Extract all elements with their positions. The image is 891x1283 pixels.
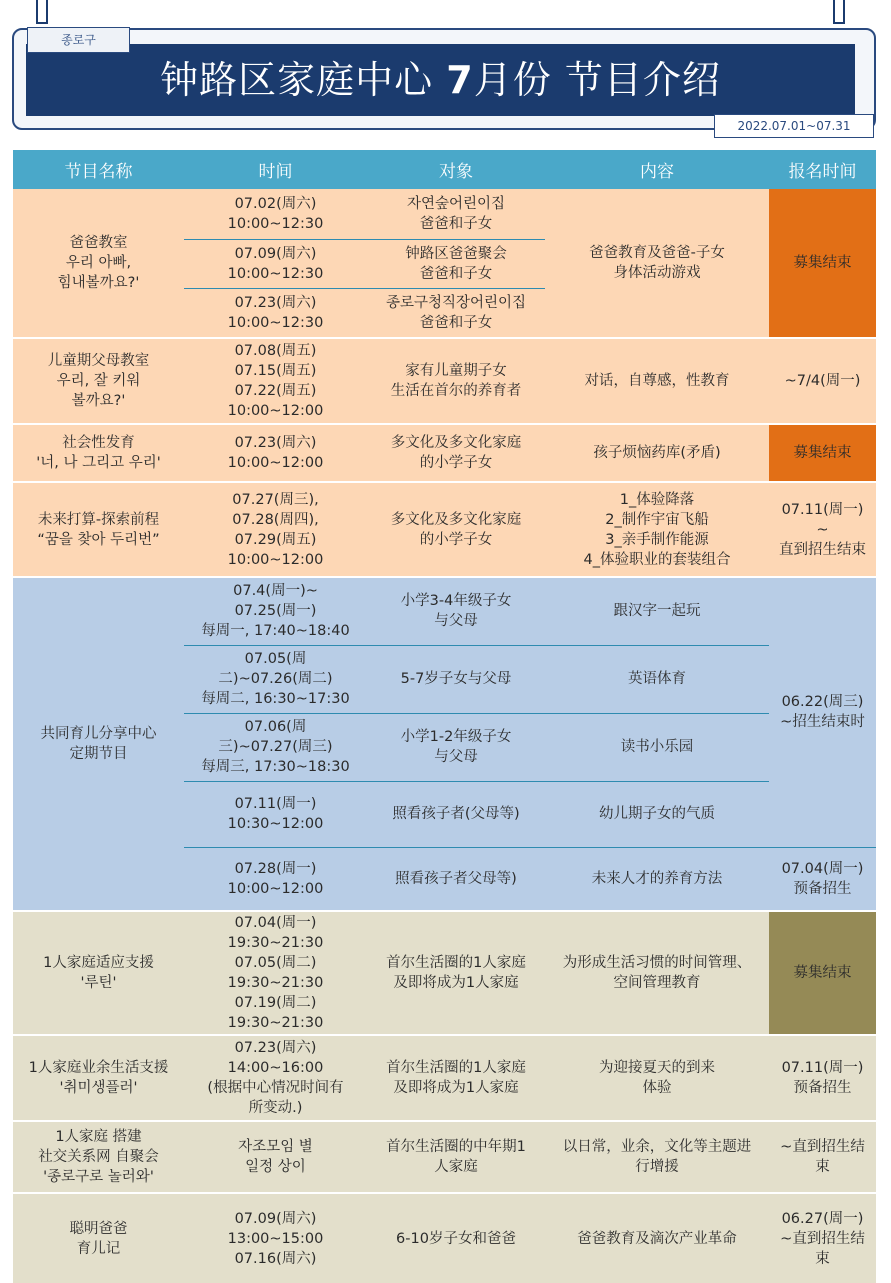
program-registration: ~直到招生结 束 [769, 1121, 876, 1193]
page-title [26, 44, 855, 116]
program-content: 为形成生活习惯的时间管理、 空间管理教育 [545, 911, 769, 1035]
program-time: 07.02(周六) 10:00~12:30 [184, 189, 367, 239]
program-target: 照看孩子者(父母等) [367, 781, 545, 847]
program-name: 未来打算-探索前程 “꿈을 찾아 두리번” [13, 482, 184, 577]
table-row [13, 1193, 876, 1283]
program-target: 小学3-4年级子女 与父母 [367, 577, 545, 645]
program-content: 爸爸教育及滴次产业革命 [545, 1193, 769, 1283]
program-target: 首尔生活圈的中年期1 人家庭 [367, 1121, 545, 1193]
program-target: 钟路区爸爸聚会 爸爸和子女 [367, 239, 545, 288]
program-name: 聪明爸爸 育儿记 [13, 1193, 184, 1283]
program-name: 爸爸教室 우리 아빠, 힘내볼까요?' [13, 189, 184, 338]
program-registration: 06.22(周三) ~招生结束时 [769, 577, 876, 847]
program-time: 자조모임 별 일정 상이 [184, 1121, 367, 1193]
table-row [13, 1035, 876, 1121]
date-range-badge: 2022.07.01~07.31 [714, 114, 874, 138]
program-time: 07.28(周一) 10:00~12:00 [184, 847, 367, 911]
program-time: 07.08(周五) 07.15(周五) 07.22(周五) 10:00~12:00 [184, 338, 367, 424]
program-time: 07.11(周一) 10:30~12:00 [184, 781, 367, 847]
title-month-number: 7 [446, 58, 474, 102]
program-target: 首尔生活圈的1人家庭 及即将成为1人家庭 [367, 1035, 545, 1121]
program-name: 共同育儿分享中心 定期节目 [13, 577, 184, 911]
district-tag: 종로구 [27, 27, 130, 53]
header-frame-line [36, 0, 48, 24]
registration-closed: 募集结束 [769, 911, 876, 1035]
program-name: 1人家庭 搭建 社交关系网 自聚会 '종로구로 놀러와' [13, 1121, 184, 1193]
title-prefix: 钟路区家庭中心 [160, 58, 434, 102]
program-name: 社会性发育 '너, 나 그리고 우리' [13, 424, 184, 482]
program-time: 07.23(周六) 14:00~16:00 (根据中心情况时间有 所变动.) [184, 1035, 367, 1121]
program-registration: 06.27(周一) ~直到招生结 束 [769, 1193, 876, 1283]
program-name: 儿童期父母教室 우리, 잘 키워 볼까요?' [13, 338, 184, 424]
table-row [13, 577, 876, 645]
program-target: 小学1-2年级子女 与父母 [367, 713, 545, 781]
table-row [13, 1121, 876, 1193]
table-row [13, 911, 876, 1035]
program-time: 07.04(周一) 19:30~21:30 07.05(周二) 19:30~21:30 07.19(周二) 19:30~21:30 [184, 911, 367, 1035]
program-registration: 07.11(周一) 预备招生 [769, 1035, 876, 1121]
program-time: 07.05(周 二)~07.26(周二) 每周二, 16:30~17:30 [184, 645, 367, 713]
program-content: 孩子烦恼药库(矛盾) [545, 424, 769, 482]
table-row [13, 338, 876, 424]
program-registration: 07.11(周一) ~ 直到招生结束 [769, 482, 876, 577]
registration-closed: 募集结束 [769, 424, 876, 482]
program-target: 6-10岁子女和爸爸 [367, 1193, 545, 1283]
program-table [13, 150, 876, 1283]
program-registration: 07.04(周一) 预备招生 [769, 847, 876, 911]
program-time: 07.06(周 三)~07.27(周三) 每周三, 17:30~18:30 [184, 713, 367, 781]
program-time: 07.27(周三), 07.28(周四), 07.29(周五) 10:00~12:00 [184, 482, 367, 577]
table-row [13, 424, 876, 482]
program-target: 多文化及多文化家庭 的小学子女 [367, 424, 545, 482]
program-time: 07.23(周六) 10:00~12:30 [184, 288, 367, 338]
program-target: 多文化及多文化家庭 的小学子女 [367, 482, 545, 577]
program-content: 读书小乐园 [545, 713, 769, 781]
program-time: 07.4(周一)~ 07.25(周一) 每周一, 17:40~18:40 [184, 577, 367, 645]
program-target: 照看孩子者父母等) [367, 847, 545, 911]
column-header-target: 对象 [367, 150, 545, 189]
program-content: 爸爸教育及爸爸-子女 身体活动游戏 [545, 189, 769, 338]
program-content: 对话，自尊感，性教育 [545, 338, 769, 424]
program-name: 1人家庭业余生活支援 '취미생플러' [13, 1035, 184, 1121]
header-frame-line [833, 0, 845, 24]
table-row [13, 482, 876, 577]
table-header-row [13, 150, 876, 189]
program-target: 자연숲어린이집 爸爸和子女 [367, 189, 545, 239]
program-content: 幼儿期子女的气质 [545, 781, 769, 847]
program-content: 以日常，业余，文化等主题进 行增援 [545, 1121, 769, 1193]
program-time: 07.09(周六) 13:00~15:00 07.16(周六) [184, 1193, 367, 1283]
program-target: 종로구청직장어린이집 爸爸和子女 [367, 288, 545, 338]
program-content: 1_体验降落 2_制作宇宙飞船 3_亲手制作能源 4_体验职业的套装组合 [545, 482, 769, 577]
program-content: 跟汉字一起玩 [545, 577, 769, 645]
program-name: 1人家庭适应支援 '루틴' [13, 911, 184, 1035]
program-registration: ~7/4(周一) [769, 338, 876, 424]
program-target: 首尔生活圈的1人家庭 及即将成为1人家庭 [367, 911, 545, 1035]
program-content: 未来人才的养育方法 [545, 847, 769, 911]
program-time: 07.09(周六) 10:00~12:30 [184, 239, 367, 288]
title-suffix: 月份 节目介绍 [473, 58, 721, 102]
program-target: 5-7岁子女与父母 [367, 645, 545, 713]
table-row [13, 189, 876, 239]
program-content: 英语体育 [545, 645, 769, 713]
column-header-content: 内容 [545, 150, 769, 189]
column-header-registration: 报名时间 [769, 150, 876, 189]
program-time: 07.23(周六) 10:00~12:00 [184, 424, 367, 482]
program-content: 为迎接夏天的到来 体验 [545, 1035, 769, 1121]
column-header-name: 节目名称 [13, 150, 184, 189]
program-target: 家有儿童期子女 生活在首尔的养育者 [367, 338, 545, 424]
column-header-time: 时间 [184, 150, 367, 189]
registration-closed: 募集结束 [769, 189, 876, 338]
